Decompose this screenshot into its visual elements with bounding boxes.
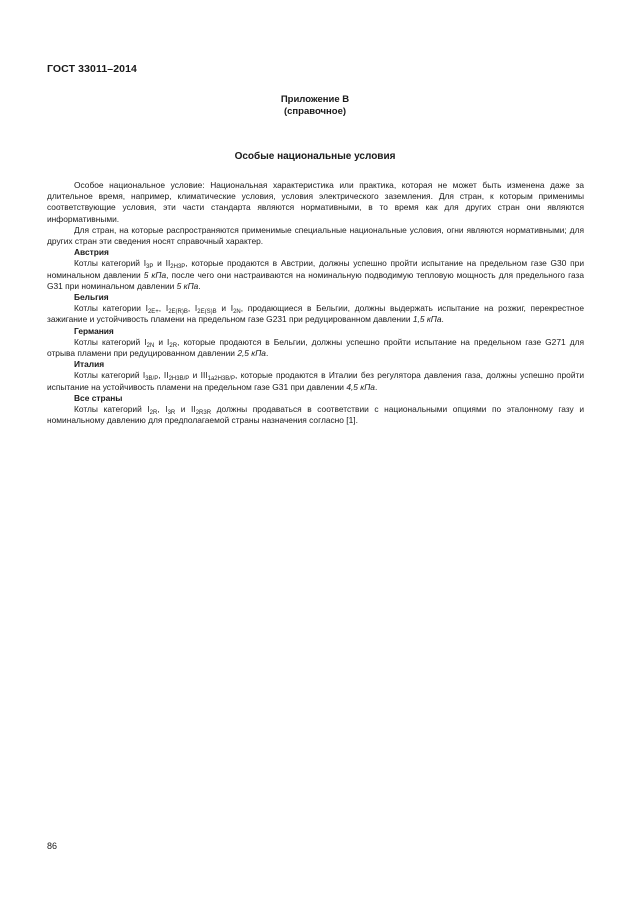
country-heading-germany: Германия <box>74 325 114 336</box>
country-heading-austria: Австрия <box>74 247 109 258</box>
country-paragraph-germany: Котлы категорий $I_{2N}$ и $I_{2R}$, которые продаются в Бельгии, должны успешно пройти испытание на предельном газе G271 для отрыва пламени при редуцированном давлении 2,5 кПа. <box>47 336 585 359</box>
document-body <box>47 180 584 426</box>
country-heading-italy: Италия <box>74 359 105 370</box>
page-number: 86 <box>47 841 58 851</box>
country-heading-belgium: Бельгия <box>74 292 109 303</box>
intro-paragraph: Для стран, на которые распространяются применимые специальные национальные условия, огни являются нормативными; для других стран эти сведения носят справочный характер. <box>47 224 584 247</box>
country-heading-all: Все страны <box>74 392 123 403</box>
country-paragraph-belgium: Котлы категории $I_{2E+}$, $I_{2E(R)B}$, $I_{2E(S)B}$ и $I_{2N}$, продающиеся в Бельгии, должны выдержать испытание на розжиг, перекрестное зажигание и устойчивость пламени на предельном газе G231 при редуцированном давлении 1,5 кПа. <box>47 303 585 325</box>
country-paragraph-italy: Котлы категорий $I_{3B/P}$, $II_{2H3B/P}$ и $III_{1a2H3B/P}$, которые продаются в Италии без регулятора давления газа, должны успешно пройти испытание на устойчивость пламени на предельном газе G31 при давлении 4,5 кПа. <box>47 370 585 392</box>
section-title: Особые национальные условия <box>234 151 396 162</box>
intro-paragraph: Особое национальное условие: Национальная характеристика или практика, которая не может быть изменена даже за длительное время, например, климатические условия, условия электрического заземления. Для стран, к которым применимы соответствующие условия, эти части стандарта являются нормативными, в то время как для других стран они являются информативными. <box>47 180 584 224</box>
country-paragraph-austria: Котлы категорий $I_{3P}$ и $II_{2H3P}$, которые продаются в Австрии, должны успешно пройти испытание на предельном газе G30 при номинальном давлении 5 кПа, после чего они настраиваются на номинальную подводимую тепловую мощность для предельного газа G31 при номинальном давлении 5 кПа. <box>47 258 585 291</box>
annex-title: Приложение В <box>280 94 350 105</box>
standard-number: ГОСТ 33011–2014 <box>47 63 137 75</box>
country-paragraph-all: Котлы категорий $I_{2R}$, $I_{3R}$ и $II_{2R3R}$ должны продаваться в соответствии с национальными опциями по эталонному газу и номинальному давлению для предполагаемой страны назначения согласно [1]. <box>47 404 584 426</box>
annex-type: (справочное) <box>283 106 347 117</box>
